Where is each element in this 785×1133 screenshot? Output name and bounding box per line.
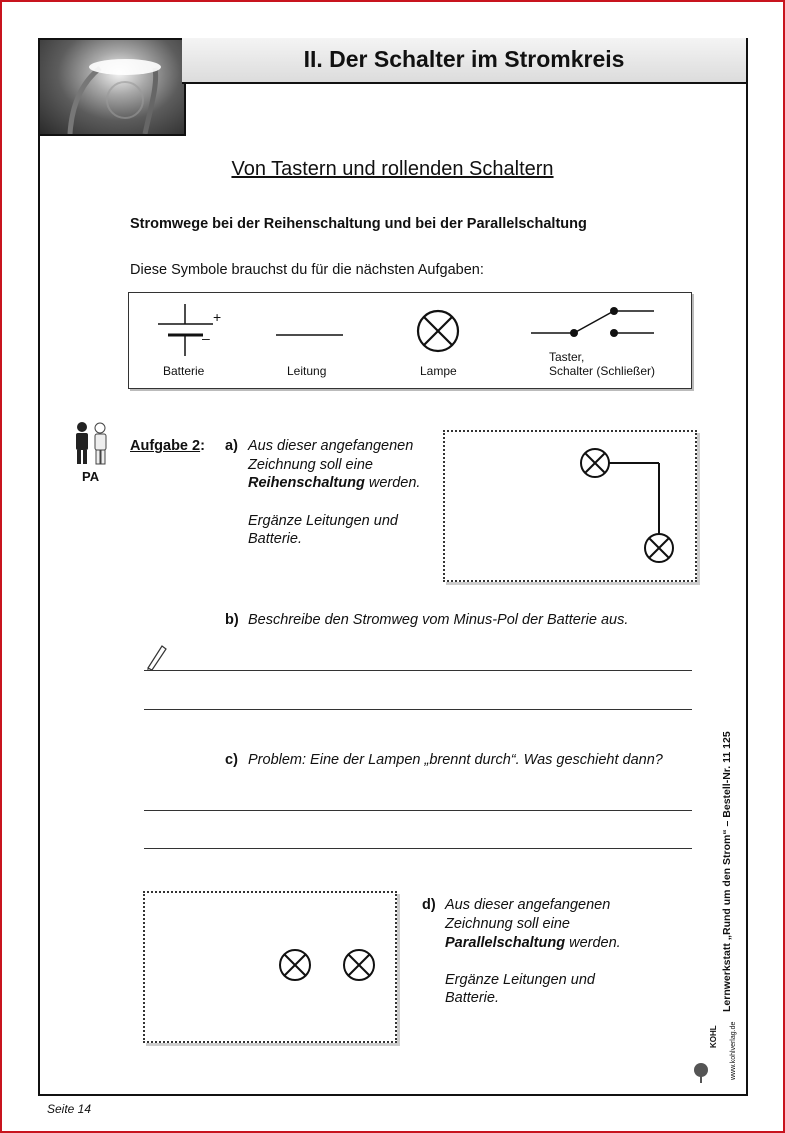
task-c-text: Problem: Eine der Lampen „brennt durch“. Was geschieht dann? <box>248 752 663 768</box>
lamp-icon <box>645 534 673 562</box>
task-c-marker: c) <box>225 752 238 768</box>
task-label-text: Aufgabe 2 <box>130 438 201 454</box>
pa-label: PA <box>82 469 100 484</box>
order-info: Lernwerkstatt „Rund um den Strom“ – Bestell-Nr. 11 125 <box>721 731 733 1012</box>
task-a-line1: Aus dieser angefangenen <box>248 438 414 454</box>
task-a-rest: werden. <box>364 475 421 491</box>
answer-line[interactable] <box>144 810 692 811</box>
series-drawing <box>443 430 697 582</box>
task-b-text: Beschreibe den Stromweg vom Minus-Pol der Batterie aus. <box>248 612 629 628</box>
page-title: II. Der Schalter im Stromkreis <box>303 46 625 72</box>
publisher-logo: KOHL <box>709 1025 718 1048</box>
lamp-symbol-icon <box>418 311 458 351</box>
tree-logo-icon <box>692 1062 710 1084</box>
pencil-icon <box>144 642 168 670</box>
task-a-line5: Batterie. <box>248 531 302 547</box>
battery-label: Batterie <box>163 364 205 378</box>
task-a-bold: Reihenschaltung <box>248 475 365 491</box>
battery-minus: – <box>202 330 210 346</box>
lamp-icon <box>581 449 609 477</box>
subtitle: Von Tastern und rollenden Schaltern <box>231 158 554 180</box>
parallel-drawing <box>270 945 380 985</box>
task-d-line4: Ergänze Leitungen und <box>445 972 595 988</box>
publisher-url: www.kohlverlag.de <box>730 1021 737 1080</box>
light-bulb-image <box>40 40 184 134</box>
switch-label-2: Schalter (Schließer) <box>549 364 656 378</box>
battery-plus: + <box>213 309 222 325</box>
task-b-marker: b) <box>225 612 239 628</box>
switch-label-1: Taster, <box>549 350 585 364</box>
task-label <box>130 438 205 454</box>
task-a-marker: a) <box>225 438 238 454</box>
wire-label: Leitung <box>287 364 327 378</box>
task-d-marker: d) <box>422 897 436 913</box>
page-number: Seite 14 <box>47 1102 92 1116</box>
answer-line[interactable] <box>144 670 692 671</box>
lamp-label: Lampe <box>420 364 457 378</box>
task-a-line2: Zeichnung soll eine <box>248 457 373 473</box>
intro-text: Diese Symbole brauchst du für die nächsten Aufgaben: <box>130 262 484 278</box>
lamp-icon <box>280 950 310 980</box>
task-d-line1: Aus dieser angefangenen <box>445 897 611 913</box>
task-d-line2: Zeichnung soll eine <box>445 916 570 932</box>
task-d-line3 <box>445 935 621 951</box>
answer-line[interactable] <box>144 709 692 710</box>
task-d-bold: Parallelschaltung <box>445 935 566 951</box>
task-d-line5: Batterie. <box>445 990 499 1006</box>
lamp-icon <box>344 950 374 980</box>
task-colon: : <box>200 438 205 454</box>
task-a-line3 <box>248 475 420 491</box>
task-d-rest: werden. <box>565 935 621 951</box>
header-photo <box>38 38 186 136</box>
section-heading: Stromwege bei der Reihenschaltung und bei der Parallelschaltung <box>130 216 587 232</box>
task-a-line4: Ergänze Leitungen und <box>248 513 398 529</box>
partner-work-icon <box>68 420 114 468</box>
switch-symbol-icon <box>531 307 654 337</box>
answer-line[interactable] <box>144 848 692 849</box>
